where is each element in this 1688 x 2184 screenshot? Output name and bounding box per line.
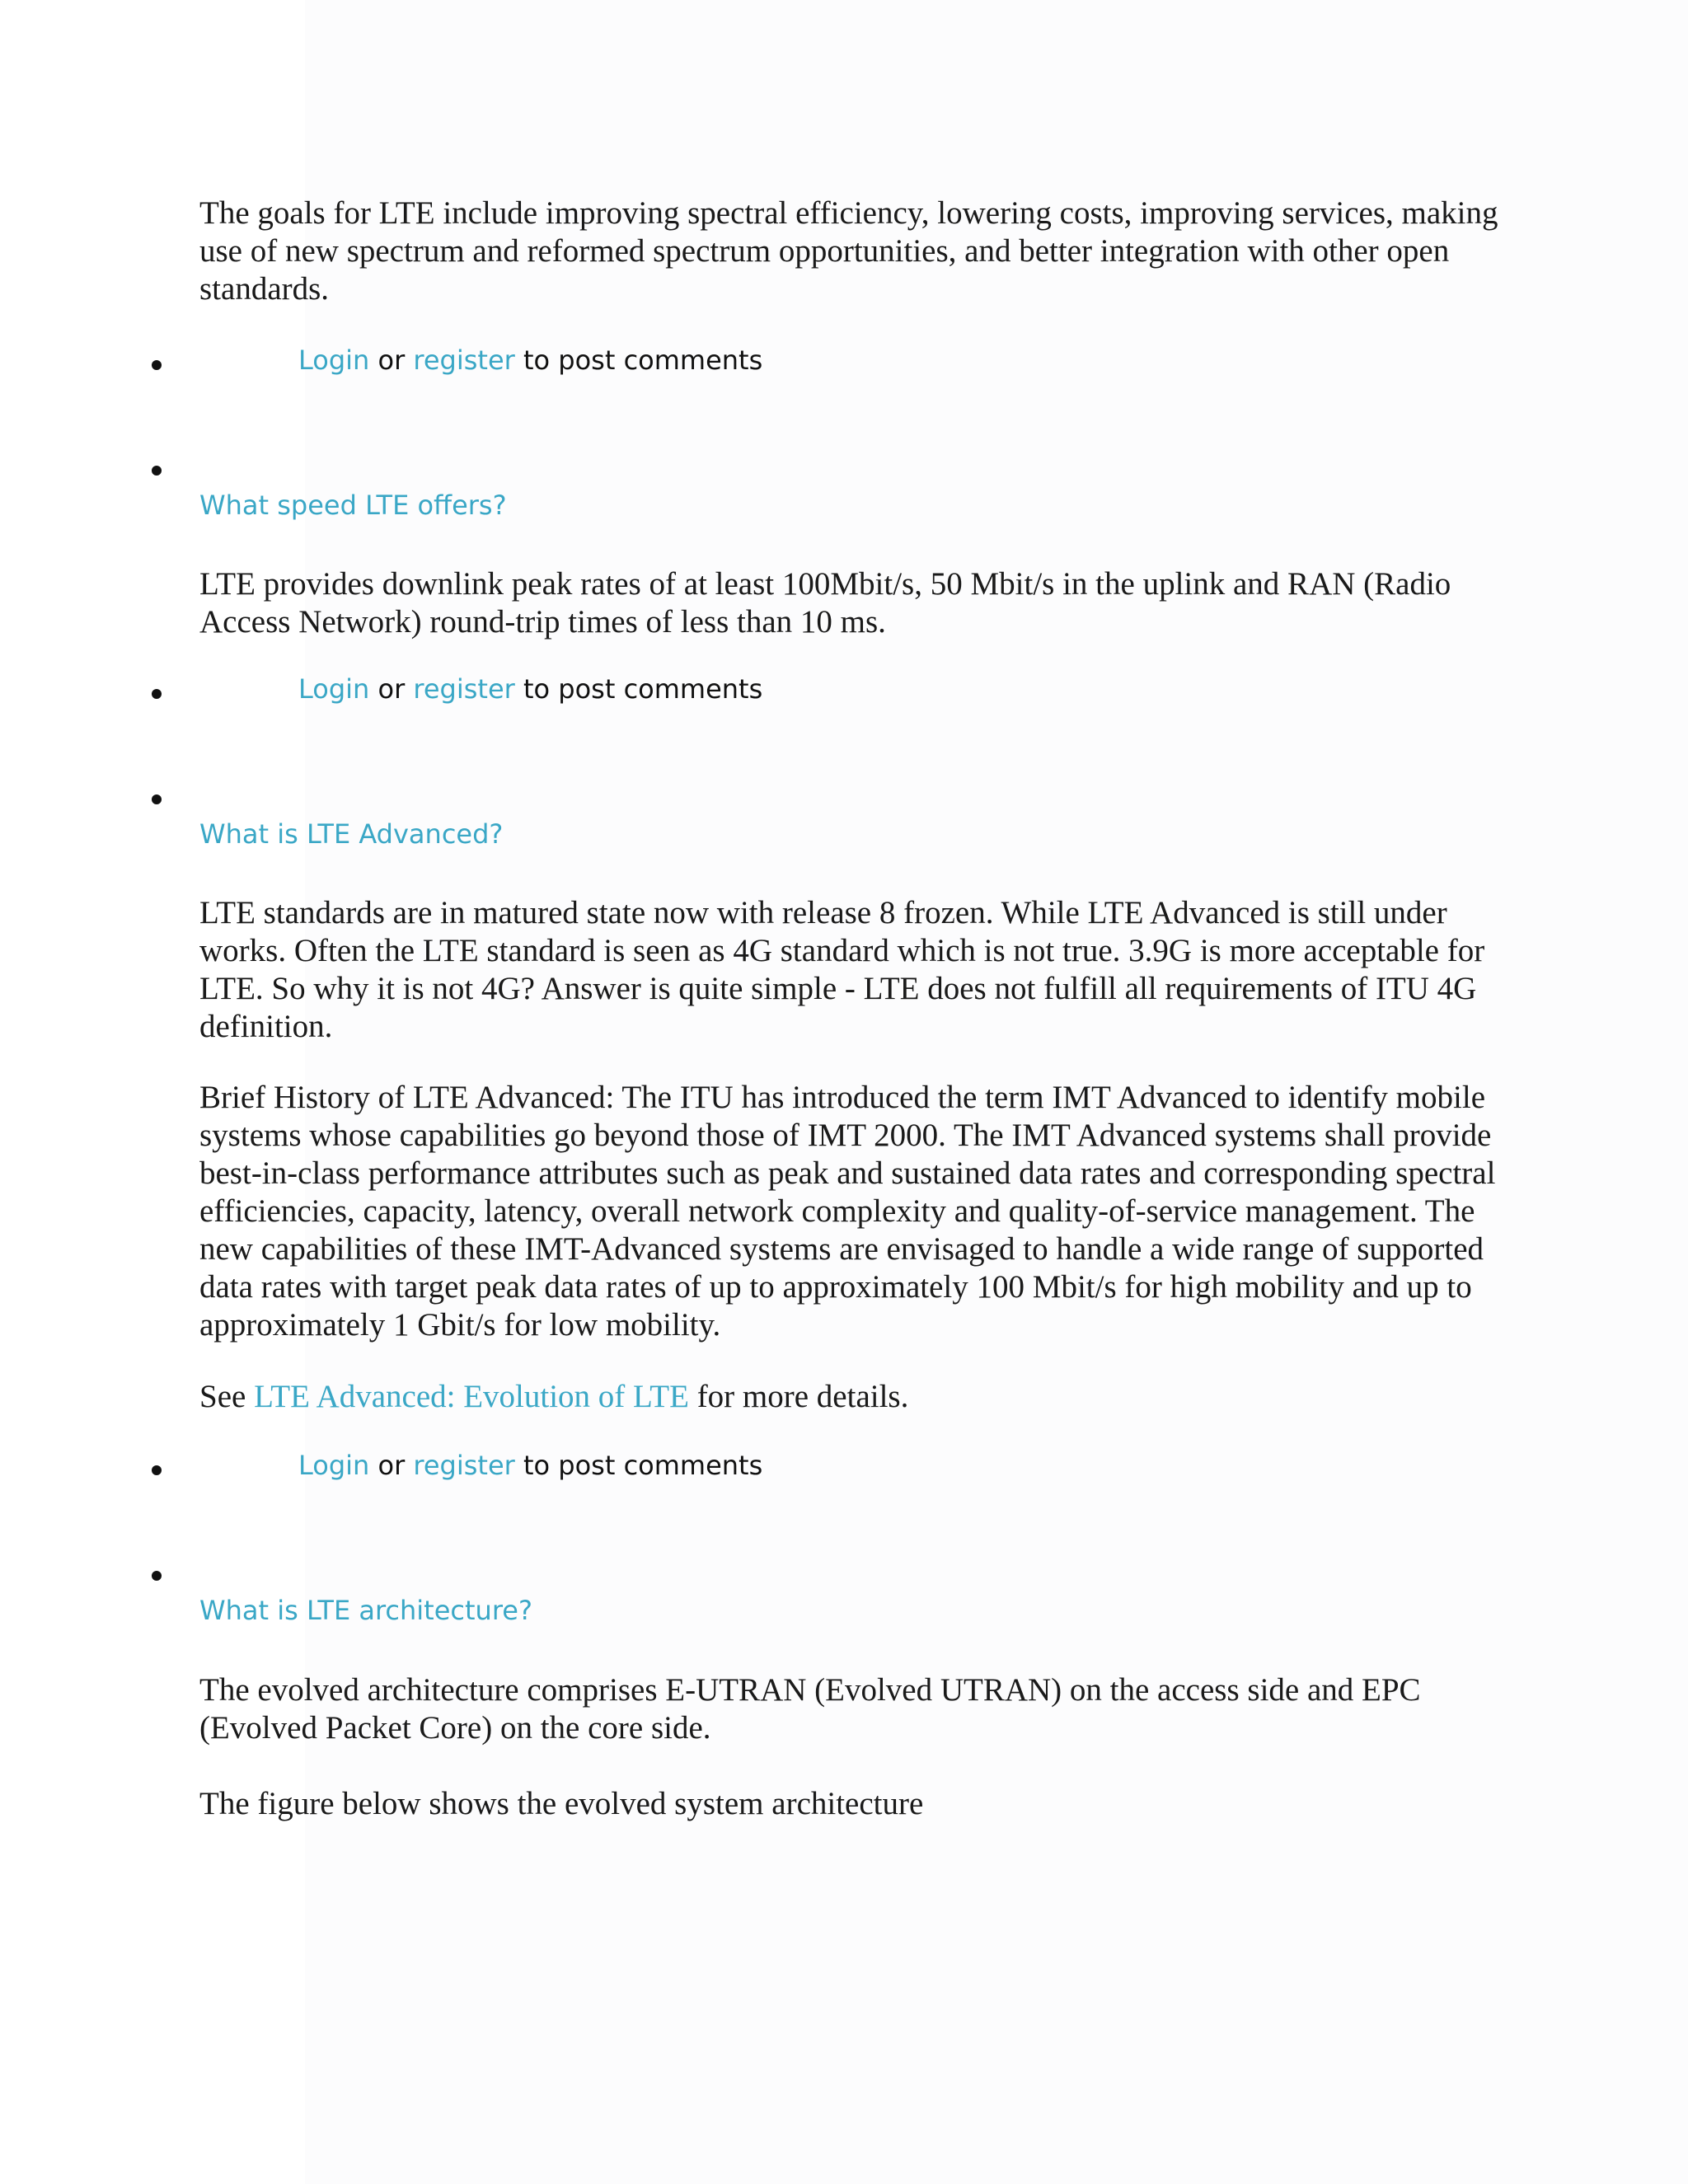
section-paragraph: The evolved architecture comprises E-UTRAN (Evolved UTRAN) on the access side and EPC (Evolved Packet Core) on the core side. [199,1672,1421,1746]
list-bullet [152,689,162,699]
login-link[interactable]: Login [298,673,370,705]
comment-prompt [298,1450,762,1481]
register-link[interactable]: register [413,1450,515,1481]
register-link[interactable]: register [413,673,515,705]
see-also-suffix: for more details. [696,1379,909,1414]
login-link[interactable]: Login [298,1450,370,1481]
section-paragraph: The figure below shows the evolved system architecture [199,1786,924,1821]
lte-advanced-evolution-link[interactable]: LTE Advanced: Evolution of LTE [254,1379,689,1414]
list-bullet [152,1465,162,1475]
intro-paragraph: The goals for LTE include improving spectral efficiency, lowering costs, improving services, making use of new spectrum and reformed spectrum opportunities, and better integration with other open standards. [199,195,1498,307]
register-link[interactable]: register [413,344,515,376]
section-heading-lte-architecture[interactable]: What is LTE architecture? [199,1595,532,1626]
list-bullet [152,1571,162,1581]
or-text: or [377,1450,406,1481]
comment-prompt [298,673,762,705]
section-paragraph: LTE standards are in matured state now with release 8 frozen. While LTE Advanced is still under works. Often the LTE standard is seen as 4G standard which is not true. 3.9G is more acceptable for LTE. So why it is not 4G? Answer is quite simple - LTE does not fulfill all requirements of ITU 4G definition. [199,895,1485,1044]
section-paragraph: Brief History of LTE Advanced: The ITU has introduced the term IMT Advanced to identify mobile systems whose capabilities go beyond those of IMT 2000. The IMT Advanced systems shall provide best-in-class performance attributes such as peak and sustained data rates and corresponding spectral efficiencies, capacity, latency, overall network complexity and quality-of-service management. The new capabilities of these IMT-Advanced systems are envisaged to handle a wide range of supported data rates with target peak data rates of up to approximately 100 Mbit/s for high mobility and up to approximately 1 Gbit/s for low mobility. [199,1080,1496,1343]
post-comments-text: to post comments [523,673,763,705]
section-heading-lte-advanced[interactable]: What is LTE Advanced? [199,818,504,850]
list-bullet [152,466,162,476]
see-also-line [199,1378,1502,1416]
comment-prompt [298,344,762,376]
section-paragraph: LTE provides downlink peak rates of at least 100Mbit/s, 50 Mbit/s in the uplink and RAN (Radio Access Network) round-trip times of less than 10 ms. [199,566,1451,640]
list-bullet [152,360,162,370]
list-bullet [152,794,162,804]
post-comments-text: to post comments [523,1450,763,1481]
see-also-prefix: See [199,1379,246,1414]
login-link[interactable]: Login [298,344,370,376]
or-text: or [377,344,406,376]
section-heading-lte-speed[interactable]: What speed LTE offers? [199,490,507,521]
post-comments-text: to post comments [523,344,763,376]
or-text: or [377,673,406,705]
